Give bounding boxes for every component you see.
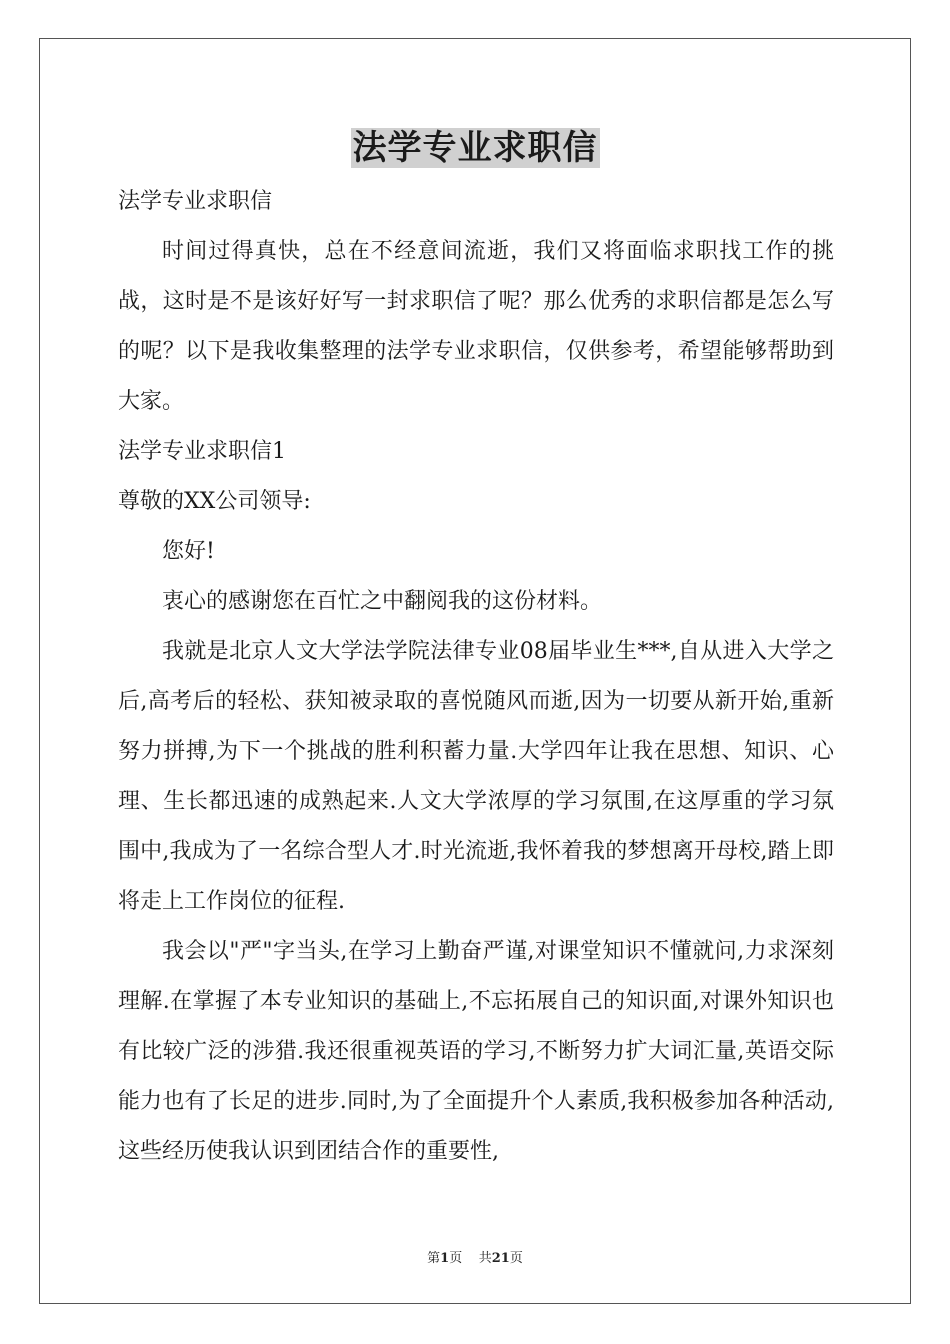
- page-suffix: 页: [449, 1251, 463, 1266]
- page-prefix: 第: [427, 1251, 441, 1266]
- paragraph: 法学专业求职信: [118, 189, 273, 214]
- title-container: [0, 128, 950, 168]
- page-current: 1: [440, 1251, 450, 1266]
- salutation: 尊敬的XX公司领导:: [118, 489, 311, 514]
- paragraph: 时间过得真快，总在不经意间流逝，我们又将面临求职找工作的挑战，这时是不是该好好写一封求职信了呢？那么优秀的求职信都是怎么写的呢？以下是我收集整理的法学专业求职信，仅供参考，希望能够帮助到大家。: [118, 239, 834, 414]
- paragraph: 我会以"严"字当头,在学习上勤奋严谨,对课堂知识不懂就问,力求深刻理解.在掌握了本专业知识的基础上,不忘拓展自己的知识面,对课外知识也有比较广泛的涉猎.我还很重视英语的学习,不断努力扩大词汇量,英语交际能力也有了长足的进步.同时,为了全面提升个人素质,我积极参加各种活动,这些经历使我认识到团结合作的重要性,: [118, 939, 834, 1164]
- page-footer: [0, 1247, 950, 1266]
- total-prefix: 共: [478, 1251, 492, 1266]
- greeting: 您好!: [162, 539, 215, 564]
- document-title: 法学专业求职信: [352, 128, 598, 168]
- total-suffix: 页: [509, 1251, 523, 1266]
- paragraph: 我就是北京人文大学法学院法律专业08届毕业生***,自从进入大学之后,高考后的轻松、获知被录取的喜悦随风而逝,因为一切要从新开始,重新努力拼搏,为下一个挑战的胜利积蓄力量.大学四年让我在思想、知识、心理、生长都迅速的成熟起来.人文大学浓厚的学习氛围,在这厚重的学习氛围中,我成为了一名综合型人才.时光流逝,我怀着我的梦想离开母校,踏上即将走上工作岗位的征程.: [118, 639, 834, 914]
- document-body: [118, 177, 834, 1177]
- page-total: 21: [491, 1251, 510, 1266]
- paragraph: 衷心的感谢您在百忙之中翻阅我的这份材料。: [162, 589, 603, 614]
- section-heading: 法学专业求职信1: [118, 439, 286, 464]
